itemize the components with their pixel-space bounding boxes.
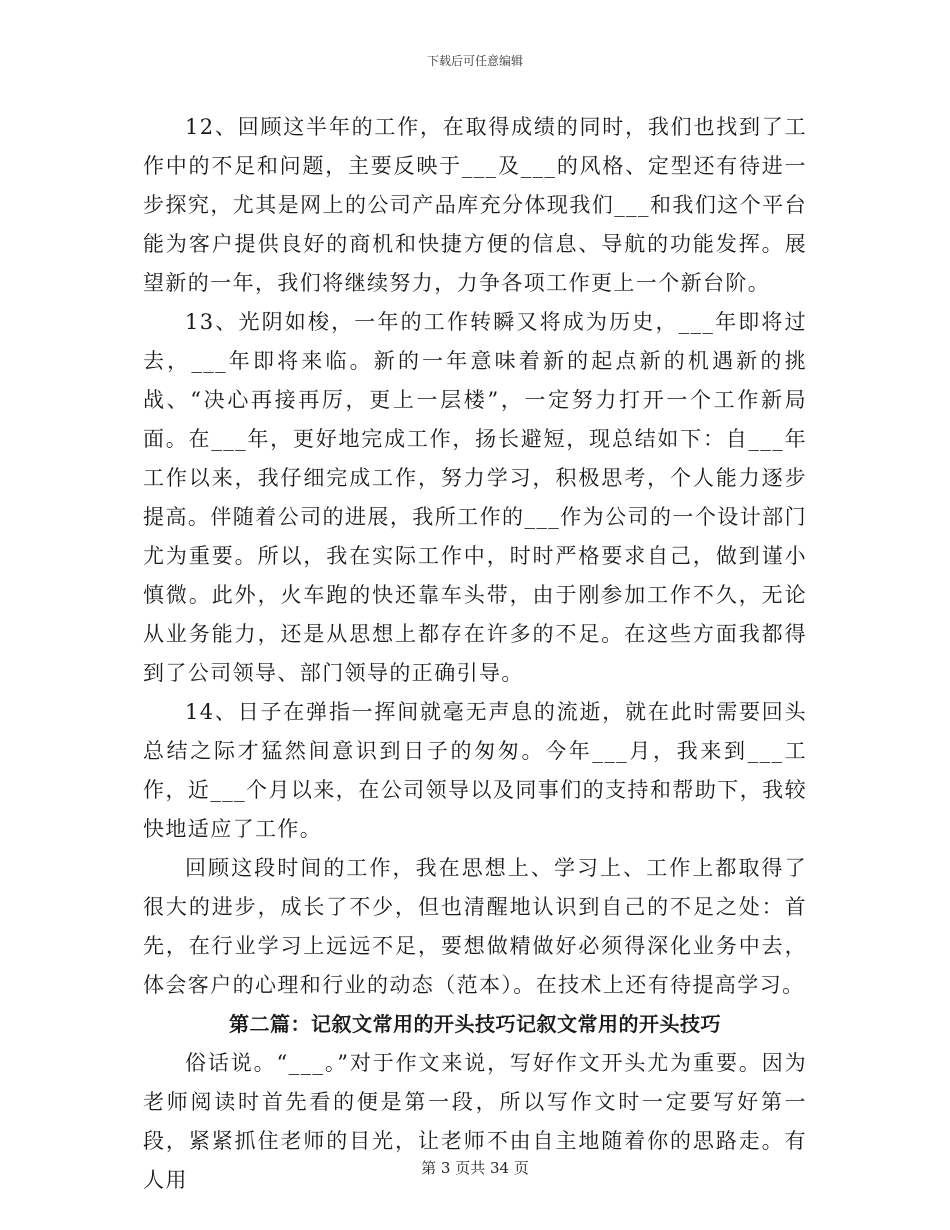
paragraph-14: 14、日子在弹指一挥间就毫无声息的流逝，就在此时需要回头总结之际才猛然间意识到日子的匆匆。今年___月，我来到___工作，近___个月以来，在公司领导以及同事们的支持和帮助下，我较快地适应了工作。 — [143, 700, 807, 841]
section-title: 第二篇：记叙文常用的开头技巧记叙文常用的开头技巧 — [229, 1012, 721, 1036]
paragraph-13: 13、光阴如梭，一年的工作转瞬又将成为历史，___年即将过去，___年即将来临。新的一年意味着新的起点新的机遇新的挑战、“决心再接再厉，更上一层楼”，一定努力打开一个工作新局面。在___年，更好地完成工作，扬长避短，现总结如下：自___年工作以来，我仔细完成工作，努力学习，积极思考，个人能力逐步提高。伴随着公司的进展，我所工作的___作为公司的一个设计部门尤为重要。所以，我在实际工作中，时时严格要求自己，做到谨小慎微。此外，火车跑的快还靠车头带，由于刚参加工作不久，无论从业务能力，还是从思想上都存在许多的不足。在这些方面我都得到了公司领导、部门领导的正确引导。 — [143, 310, 807, 685]
paragraph-section-intro: 俗话说。“___。”对于作文来说，写好作文开头尤为重要。因为老师阅读时首先看的便是第一段，所以写作文时一定要写好第一段，紧紧抓住老师的目光，让老师不由自主地随着你的思路走。有人用 — [143, 1051, 807, 1192]
page-number: 第 3 页共 34 页 — [421, 1159, 529, 1177]
paragraph-12: 12、回顾这半年的工作，在取得成绩的同时，我们也找到了工作中的不足和问题，主要反映于___及___的风格、定型还有待进一步探究，尤其是网上的公司产品库充分体现我们___和我们这个平台能为客户提供良好的商机和快捷方便的信息、导航的功能发挥。展望新的一年，我们将继续努力，力争各项工作更上一个新台阶。 — [143, 115, 807, 295]
paragraph-review: 回顾这段时间的工作，我在思想上、学习上、工作上都取得了很大的进步，成长了不少，但也清醒地认识到自己的不足之处：首先，在行业学习上远远不足，要想做精做好必须得深化业务中去，体会客户的心理和行业的动态（范本）。在技术上还有待提高学习。 — [143, 856, 807, 997]
document-body — [143, 108, 807, 1200]
page-header: 下载后可任意编辑 — [426, 54, 523, 68]
